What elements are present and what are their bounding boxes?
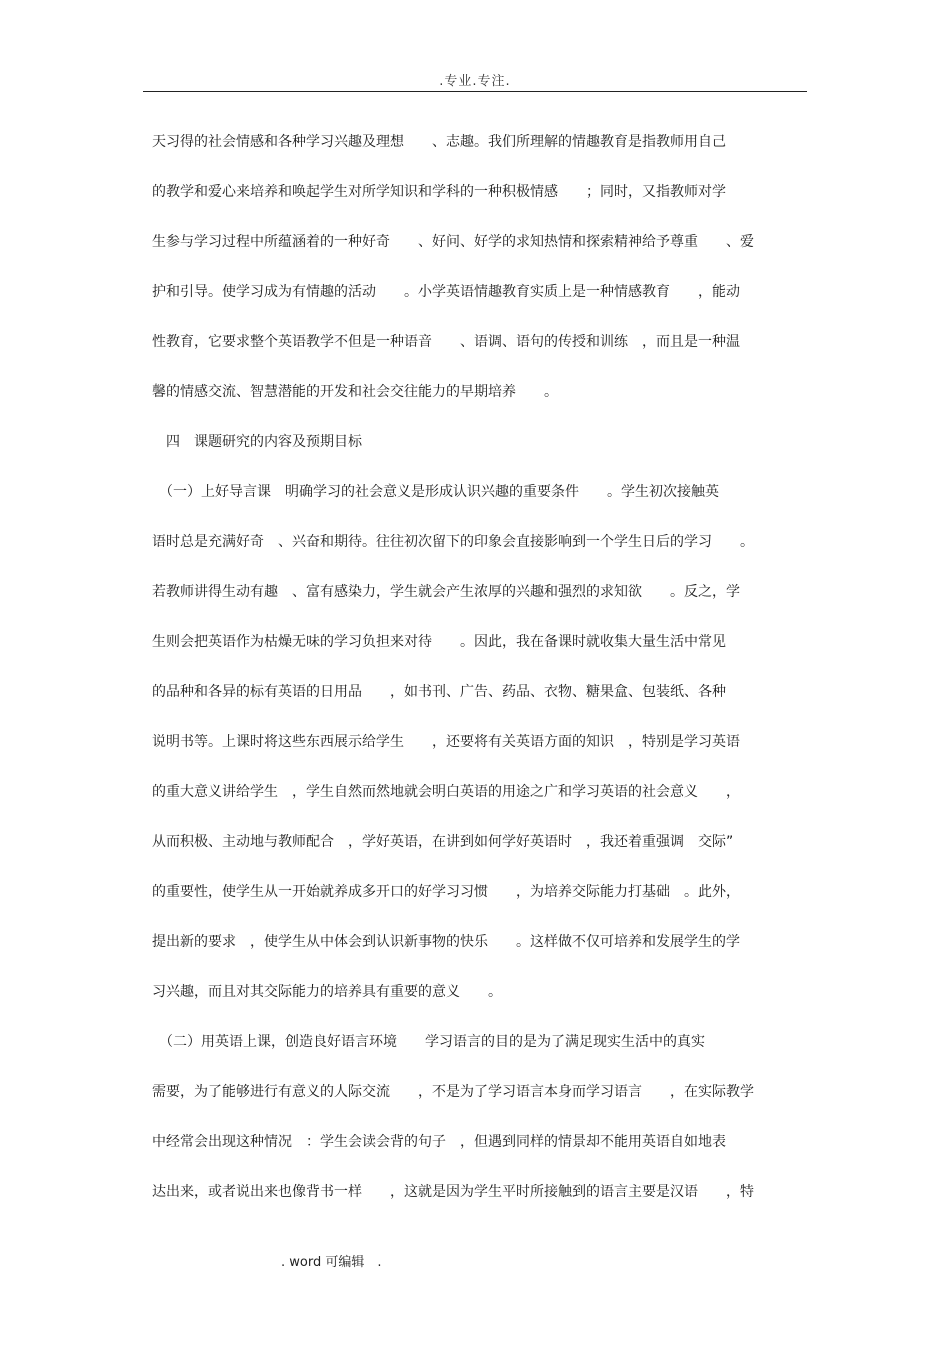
text-line: 性教育，它要求整个英语教学不但是一种语音 、语调、语句的传授和训练 ，而且是一种温 [152, 334, 740, 350]
text-line: 需要，为了能够进行有意义的人际交流 ，不是为了学习语言本身而学习语言 ，在实际教学 [152, 1084, 754, 1100]
subsection-heading-line: （一）上好导言课 明确学习的社会意义是形成认识兴趣的重要条件 。学生初次接触英 [152, 484, 719, 500]
section-heading: 四 课题研究的内容及预期目标 [152, 434, 362, 450]
text-line: 若教师讲得生动有趣 、富有感染力，学生就会产生浓厚的兴趣和强烈的求知欲 。反之，学 [152, 584, 740, 600]
text-line: 说明书等。上课时将这些东西展示给学生 ，还要将有关英语方面的知识 ，特别是学习英语 [152, 734, 740, 750]
text-line: 提出新的要求 ，使学生从中体会到认识新事物的快乐 。这样做不仅可培养和发展学生的学 [152, 934, 740, 950]
page-footer: . word 可编辑 . [281, 1255, 382, 1270]
text-line: 语时总是充满好奇 、兴奋和期待。往往初次留下的印象会直接影响到一个学生日后的学习 。 [152, 534, 754, 550]
text-line: 生参与学习过程中所蕴涵着的一种好奇 、好问、好学的求知热情和探索精神给予尊重 、爱 [152, 234, 754, 250]
text-line: 的重大意义讲给学生 ，学生自然而然地就会明白英语的用途之广和学习英语的社会意义 ， [152, 784, 740, 800]
text-line: 的教学和爱心来培养和唤起学生对所学知识和学科的一种积极情感 ；同时，又指教师对学 [152, 184, 726, 200]
text-line: 中经常会出现这种情况 ：学生会读会背的句子 ，但遇到同样的情景却不能用英语自如地表 [152, 1134, 726, 1150]
text-line: 从而积极、主动地与教师配合 ，学好英语，在讲到如何学好英语时 ，我还着重强调 交际” [152, 834, 734, 850]
text-line: 习兴趣，而且对其交际能力的培养具有重要的意义 。 [152, 984, 502, 1000]
text-line: 护和引导。使学习成为有情趣的活动 。小学英语情趣教育实质上是一种情感教育 ，能动 [152, 284, 740, 300]
text-line: 的重要性，使学生从一开始就养成多开口的好学习习惯 ，为培养交际能力打基础 。此外， [152, 884, 740, 900]
text-line: 天习得的社会情感和各种学习兴趣及理想 、志趣。我们所理解的情趣教育是指教师用自己 [152, 134, 726, 150]
text-line: 馨的情感交流、智慧潜能的开发和社会交往能力的早期培养 。 [152, 384, 558, 400]
header-rule [143, 91, 807, 92]
text-line: 达出来，或者说出来也像背书一样 ，这就是因为学生平时所接触到的语言主要是汉语 ，特 [152, 1184, 754, 1200]
text-line: 的品种和各异的标有英语的日用品 ，如书刊、广告、药品、衣物、糖果盒、包装纸、各种 [152, 684, 726, 700]
text-line: 生则会把英语作为枯燥无味的学习负担来对待 。因此，我在备课时就收集大量生活中常见 [152, 634, 726, 650]
page-header: .专业.专注. [439, 74, 511, 89]
subsection-heading-line: （二）用英语上课，创造良好语言环境 学习语言的目的是为了满足现实生活中的真实 [152, 1034, 705, 1050]
